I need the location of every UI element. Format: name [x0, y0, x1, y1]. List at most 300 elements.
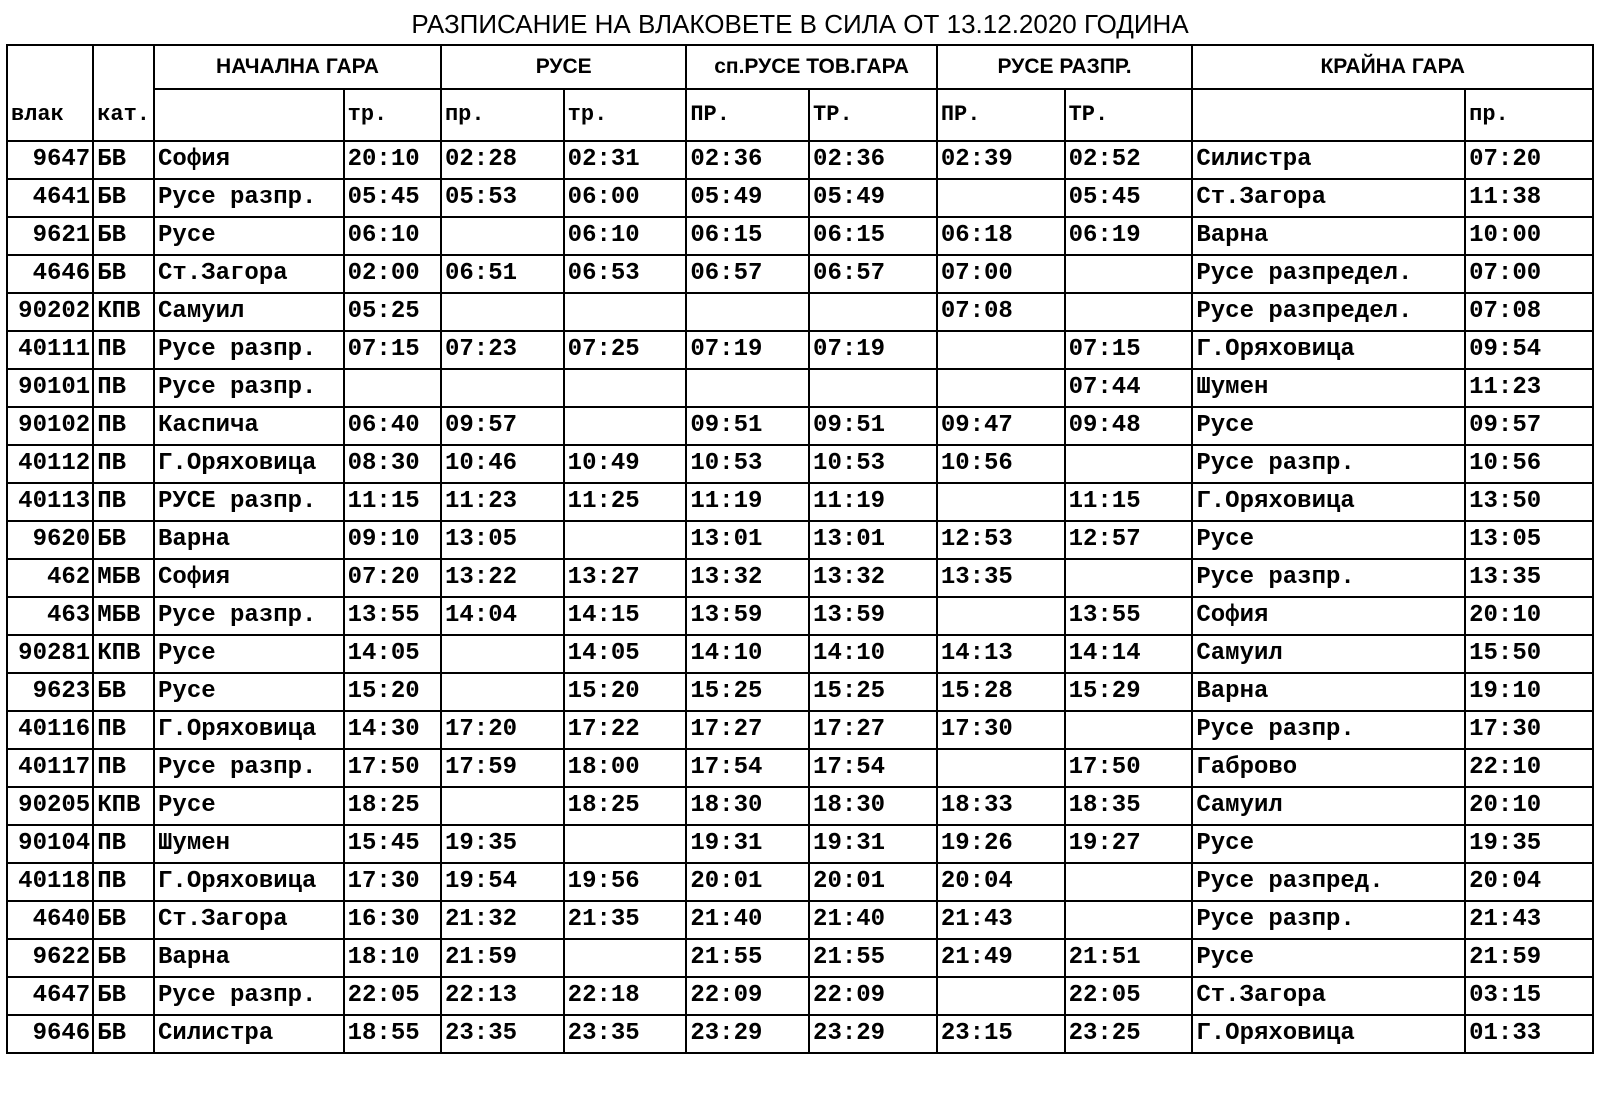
category-cell: КПВ — [93, 635, 154, 673]
ruse-arrival-cell: 13:22 — [441, 559, 564, 597]
start-station-name-header — [154, 89, 344, 141]
distrib-arrival-cell: 13:35 — [937, 559, 1065, 597]
freight-arrival-cell: 21:55 — [686, 939, 809, 977]
freight-arrival-cell: 20:01 — [686, 863, 809, 901]
category-cell: ПВ — [93, 483, 154, 521]
end-station-cell: Шумен — [1192, 369, 1465, 407]
end-arrival-cell: 11:38 — [1465, 179, 1593, 217]
end-arrival-cell: 22:10 — [1465, 749, 1593, 787]
category-cell: ПВ — [93, 407, 154, 445]
freight-arrival-cell: 22:09 — [686, 977, 809, 1015]
ruse-departure-cell: 15:20 — [564, 673, 687, 711]
start-station-cell: Русе — [154, 787, 344, 825]
ruse-arrival-cell: 23:35 — [441, 1015, 564, 1053]
distrib-arrival-cell: 09:47 — [937, 407, 1065, 445]
distribution-group: РУСЕ РАЗПР. — [937, 45, 1193, 89]
ruse-departure-cell: 23:35 — [564, 1015, 687, 1053]
freight-departure-cell: 13:32 — [809, 559, 937, 597]
ruse-arrival-cell: 17:59 — [441, 749, 564, 787]
start-departure-cell: 06:40 — [344, 407, 441, 445]
freight-departure-cell: 20:01 — [809, 863, 937, 901]
distrib-arrival-cell: 02:39 — [937, 141, 1065, 179]
ruse-arrival-cell: 19:54 — [441, 863, 564, 901]
end-station-cell: Русе разпр. — [1192, 711, 1465, 749]
start-station-cell: Шумен — [154, 825, 344, 863]
table-row — [7, 635, 1593, 673]
end-station-cell: Русе — [1192, 939, 1465, 977]
table-row — [7, 901, 1593, 939]
freight-departure-cell: 07:19 — [809, 331, 937, 369]
freight-departure-cell: 13:59 — [809, 597, 937, 635]
category-cell: ПВ — [93, 369, 154, 407]
distrib-departure-cell: 19:27 — [1065, 825, 1193, 863]
end-station-cell: Русе — [1192, 825, 1465, 863]
distrib-arrival-cell: 12:53 — [937, 521, 1065, 559]
start-station-cell: Русе разпр. — [154, 331, 344, 369]
freight-arrival-cell: 05:49 — [686, 179, 809, 217]
start-station-cell: Г.Оряховица — [154, 445, 344, 483]
category-cell: БВ — [93, 1015, 154, 1053]
ruse-departure-cell: 06:10 — [564, 217, 687, 255]
end-arrival-cell: 03:15 — [1465, 977, 1593, 1015]
freight-arrival-cell: 18:30 — [686, 787, 809, 825]
train-number-cell: 40111 — [7, 331, 93, 369]
category-cell: БВ — [93, 179, 154, 217]
distrib-arrival-cell: 17:30 — [937, 711, 1065, 749]
end-station-cell: Русе — [1192, 407, 1465, 445]
table-row — [7, 407, 1593, 445]
distrib-departure-cell: 07:44 — [1065, 369, 1193, 407]
ruse-arrival-cell — [441, 293, 564, 331]
category-cell: ПВ — [93, 863, 154, 901]
ruse-group: РУСЕ — [441, 45, 686, 89]
category-header: кат. — [93, 89, 154, 141]
distrib-departure-cell: 13:55 — [1065, 597, 1193, 635]
start-departure-cell: 22:05 — [344, 977, 441, 1015]
freight-station-group: сп.РУСЕ ТОВ.ГАРА — [686, 45, 936, 89]
distrib-departure-cell — [1065, 255, 1193, 293]
start-station-cell: Варна — [154, 939, 344, 977]
distrib-arrival-cell — [937, 331, 1065, 369]
train-number-cell: 90205 — [7, 787, 93, 825]
distrib-arrival-cell: 20:04 — [937, 863, 1065, 901]
category-cell: БВ — [93, 141, 154, 179]
category-cell: МБВ — [93, 597, 154, 635]
distrib-departure-cell — [1065, 293, 1193, 331]
ruse-departure-cell: 21:35 — [564, 901, 687, 939]
ruse-departure-cell — [564, 521, 687, 559]
ruse-departure-cell: 07:25 — [564, 331, 687, 369]
end-station-cell: Г.Оряховица — [1192, 1015, 1465, 1053]
end-arrival-cell: 20:04 — [1465, 863, 1593, 901]
ruse-departure-cell: 06:00 — [564, 179, 687, 217]
freight-departure-cell: 17:54 — [809, 749, 937, 787]
end-arrival-cell: 20:10 — [1465, 787, 1593, 825]
freight-arrival-cell: 11:19 — [686, 483, 809, 521]
end-arrival-cell: 09:54 — [1465, 331, 1593, 369]
freight-departure-cell: 23:29 — [809, 1015, 937, 1053]
distrib-departure-cell — [1065, 559, 1193, 597]
category-cell: ПВ — [93, 749, 154, 787]
start-station-cell: Варна — [154, 521, 344, 559]
end-station-cell: Русе разпр. — [1192, 445, 1465, 483]
end-station-cell: Русе — [1192, 521, 1465, 559]
ruse-arrival-cell: 09:57 — [441, 407, 564, 445]
start-departure-cell: 18:25 — [344, 787, 441, 825]
end-arrival-cell: 11:23 — [1465, 369, 1593, 407]
page-title: РАЗПИСАНИЕ НА ВЛАКОВЕТЕ В СИЛА ОТ 13.12.2020 ГОДИНА — [411, 9, 1189, 39]
distrib-departure-cell: 09:48 — [1065, 407, 1193, 445]
freight-arrival-cell: 13:59 — [686, 597, 809, 635]
distrib-departure-cell: 12:57 — [1065, 521, 1193, 559]
freight-arrival-cell: 14:10 — [686, 635, 809, 673]
ruse-departure-cell — [564, 825, 687, 863]
train-number-cell: 9620 — [7, 521, 93, 559]
table-row — [7, 179, 1593, 217]
start-station-cell: Русе разпр. — [154, 179, 344, 217]
ruse-arrival-cell — [441, 787, 564, 825]
table-row — [7, 217, 1593, 255]
table-row — [7, 331, 1593, 369]
distrib-arrival-cell — [937, 369, 1065, 407]
distrib-departure-cell: 11:15 — [1065, 483, 1193, 521]
train-number-cell: 40112 — [7, 445, 93, 483]
end-arrival-cell: 07:20 — [1465, 141, 1593, 179]
train-number-cell: 40118 — [7, 863, 93, 901]
distrib-departure-header: ТР. — [1065, 89, 1193, 141]
freight-arrival-cell: 07:19 — [686, 331, 809, 369]
ruse-departure-cell: 22:18 — [564, 977, 687, 1015]
category-cell: ПВ — [93, 331, 154, 369]
freight-departure-cell: 21:55 — [809, 939, 937, 977]
distrib-departure-cell: 22:05 — [1065, 977, 1193, 1015]
distrib-arrival-cell: 21:43 — [937, 901, 1065, 939]
start-station-group: НАЧАЛНА ГАРА — [154, 45, 441, 89]
start-station-cell: Русе разпр. — [154, 369, 344, 407]
ruse-departure-cell: 10:49 — [564, 445, 687, 483]
start-station-cell: Г.Оряховица — [154, 711, 344, 749]
freight-departure-cell: 11:19 — [809, 483, 937, 521]
end-station-cell: Г.Оряховица — [1192, 331, 1465, 369]
end-arrival-cell: 01:33 — [1465, 1015, 1593, 1053]
distrib-arrival-cell: 18:33 — [937, 787, 1065, 825]
distrib-arrival-cell: 21:49 — [937, 939, 1065, 977]
freight-departure-header: ТР. — [809, 89, 937, 141]
train-number-cell: 9622 — [7, 939, 93, 977]
freight-arrival-cell: 19:31 — [686, 825, 809, 863]
category-cell: БВ — [93, 901, 154, 939]
end-arrival-cell: 10:00 — [1465, 217, 1593, 255]
distrib-arrival-cell: 10:56 — [937, 445, 1065, 483]
table-row — [7, 1015, 1593, 1053]
distrib-departure-cell — [1065, 901, 1193, 939]
distrib-arrival-cell: 07:08 — [937, 293, 1065, 331]
timetable — [6, 44, 1594, 1054]
distrib-departure-cell: 07:15 — [1065, 331, 1193, 369]
distrib-departure-cell: 23:25 — [1065, 1015, 1193, 1053]
category-cell: БВ — [93, 977, 154, 1015]
table-row — [7, 711, 1593, 749]
category-cell: ПВ — [93, 711, 154, 749]
table-row — [7, 483, 1593, 521]
start-station-cell: Русе разпр. — [154, 977, 344, 1015]
train-number-cell: 40117 — [7, 749, 93, 787]
distrib-departure-cell: 15:29 — [1065, 673, 1193, 711]
start-station-cell: София — [154, 141, 344, 179]
end-arrival-header: пр. — [1465, 89, 1593, 141]
freight-arrival-cell: 02:36 — [686, 141, 809, 179]
train-number-cell: 463 — [7, 597, 93, 635]
ruse-arrival-cell — [441, 635, 564, 673]
train-number-cell: 462 — [7, 559, 93, 597]
ruse-arrival-cell: 11:23 — [441, 483, 564, 521]
table-row — [7, 597, 1593, 635]
end-arrival-cell: 19:35 — [1465, 825, 1593, 863]
ruse-departure-cell — [564, 407, 687, 445]
start-station-cell: Русе — [154, 217, 344, 255]
start-departure-cell: 18:10 — [344, 939, 441, 977]
freight-departure-cell: 19:31 — [809, 825, 937, 863]
start-station-cell: Русе разпр. — [154, 749, 344, 787]
distrib-arrival-cell: 23:15 — [937, 1015, 1065, 1053]
end-arrival-cell: 20:10 — [1465, 597, 1593, 635]
end-station-name-header — [1192, 89, 1465, 141]
table-row — [7, 445, 1593, 483]
start-station-cell: София — [154, 559, 344, 597]
distrib-departure-cell: 18:35 — [1065, 787, 1193, 825]
end-station-cell: Русе разпредел. — [1192, 255, 1465, 293]
start-station-cell: Г.Оряховица — [154, 863, 344, 901]
train-number-cell: 9623 — [7, 673, 93, 711]
ruse-arrival-cell — [441, 217, 564, 255]
distrib-arrival-header: ПР. — [937, 89, 1065, 141]
category-cell: БВ — [93, 673, 154, 711]
table-row — [7, 825, 1593, 863]
end-arrival-cell: 13:05 — [1465, 521, 1593, 559]
category-cell: МБВ — [93, 559, 154, 597]
start-departure-header: тр. — [344, 89, 441, 141]
end-arrival-cell: 07:00 — [1465, 255, 1593, 293]
end-arrival-cell: 09:57 — [1465, 407, 1593, 445]
distrib-arrival-cell: 06:18 — [937, 217, 1065, 255]
category-header-top — [93, 45, 154, 89]
train-number-cell: 4640 — [7, 901, 93, 939]
train-number-cell: 4646 — [7, 255, 93, 293]
ruse-departure-cell: 17:22 — [564, 711, 687, 749]
end-station-cell: Самуил — [1192, 635, 1465, 673]
ruse-departure-header: тр. — [564, 89, 687, 141]
table-row — [7, 141, 1593, 179]
freight-departure-cell: 21:40 — [809, 901, 937, 939]
distrib-departure-cell: 21:51 — [1065, 939, 1193, 977]
table-row — [7, 939, 1593, 977]
end-arrival-cell: 17:30 — [1465, 711, 1593, 749]
end-arrival-cell: 19:10 — [1465, 673, 1593, 711]
freight-arrival-cell: 21:40 — [686, 901, 809, 939]
freight-arrival-cell: 15:25 — [686, 673, 809, 711]
freight-arrival-cell: 17:54 — [686, 749, 809, 787]
distrib-arrival-cell: 19:26 — [937, 825, 1065, 863]
group-header-row — [7, 45, 1593, 89]
category-cell: ПВ — [93, 445, 154, 483]
train-number-cell: 40113 — [7, 483, 93, 521]
end-arrival-cell: 13:50 — [1465, 483, 1593, 521]
table-row — [7, 749, 1593, 787]
start-departure-cell: 18:55 — [344, 1015, 441, 1053]
start-departure-cell: 09:10 — [344, 521, 441, 559]
distrib-departure-cell: 17:50 — [1065, 749, 1193, 787]
ruse-departure-cell: 14:15 — [564, 597, 687, 635]
freight-arrival-cell: 17:27 — [686, 711, 809, 749]
start-station-cell: Ст.Загора — [154, 901, 344, 939]
end-station-cell: Русе разпр. — [1192, 901, 1465, 939]
end-station-cell: Силистра — [1192, 141, 1465, 179]
end-arrival-cell: 21:59 — [1465, 939, 1593, 977]
ruse-departure-cell — [564, 293, 687, 331]
start-station-cell: Самуил — [154, 293, 344, 331]
freight-departure-cell — [809, 369, 937, 407]
category-cell: ПВ — [93, 825, 154, 863]
distrib-departure-cell — [1065, 445, 1193, 483]
start-station-cell: Русе разпр. — [154, 597, 344, 635]
ruse-arrival-header: пр. — [441, 89, 564, 141]
freight-arrival-cell: 06:15 — [686, 217, 809, 255]
start-departure-cell: 15:20 — [344, 673, 441, 711]
distrib-arrival-cell: 15:28 — [937, 673, 1065, 711]
freight-departure-cell: 17:27 — [809, 711, 937, 749]
ruse-arrival-cell: 21:32 — [441, 901, 564, 939]
table-row — [7, 521, 1593, 559]
freight-departure-cell: 14:10 — [809, 635, 937, 673]
ruse-arrival-cell: 05:53 — [441, 179, 564, 217]
ruse-departure-cell: 19:56 — [564, 863, 687, 901]
distrib-arrival-cell — [937, 749, 1065, 787]
start-station-cell: Силистра — [154, 1015, 344, 1053]
start-departure-cell: 02:00 — [344, 255, 441, 293]
start-station-cell: РУСЕ разпр. — [154, 483, 344, 521]
start-departure-cell: 05:25 — [344, 293, 441, 331]
train-number-cell: 90104 — [7, 825, 93, 863]
freight-departure-cell: 18:30 — [809, 787, 937, 825]
category-cell: БВ — [93, 521, 154, 559]
table-row — [7, 977, 1593, 1015]
ruse-departure-cell: 13:27 — [564, 559, 687, 597]
distrib-departure-cell: 05:45 — [1065, 179, 1193, 217]
start-departure-cell: 16:30 — [344, 901, 441, 939]
freight-departure-cell: 13:01 — [809, 521, 937, 559]
subheader-row — [7, 89, 1593, 141]
train-number-cell: 90102 — [7, 407, 93, 445]
ruse-departure-cell: 06:53 — [564, 255, 687, 293]
ruse-arrival-cell: 13:05 — [441, 521, 564, 559]
freight-departure-cell: 02:36 — [809, 141, 937, 179]
end-station-cell: София — [1192, 597, 1465, 635]
table-row — [7, 863, 1593, 901]
ruse-arrival-cell — [441, 369, 564, 407]
end-station-cell: Варна — [1192, 673, 1465, 711]
ruse-arrival-cell: 02:28 — [441, 141, 564, 179]
table-row — [7, 673, 1593, 711]
start-station-cell: Ст.Загора — [154, 255, 344, 293]
table-row — [7, 369, 1593, 407]
distrib-arrival-cell: 07:00 — [937, 255, 1065, 293]
train-number-cell: 9646 — [7, 1015, 93, 1053]
distrib-departure-cell — [1065, 711, 1193, 749]
train-number-cell: 4641 — [7, 179, 93, 217]
start-departure-cell: 11:15 — [344, 483, 441, 521]
distrib-departure-cell: 02:52 — [1065, 141, 1193, 179]
ruse-departure-cell — [564, 369, 687, 407]
ruse-arrival-cell: 19:35 — [441, 825, 564, 863]
ruse-arrival-cell: 14:04 — [441, 597, 564, 635]
end-station-cell: Г.Оряховица — [1192, 483, 1465, 521]
train-number-cell: 4647 — [7, 977, 93, 1015]
ruse-arrival-cell: 06:51 — [441, 255, 564, 293]
start-departure-cell: 05:45 — [344, 179, 441, 217]
train-number-cell: 90202 — [7, 293, 93, 331]
start-station-cell: Русе — [154, 673, 344, 711]
end-station-cell: Русе разпредел. — [1192, 293, 1465, 331]
freight-departure-cell: 06:57 — [809, 255, 937, 293]
ruse-departure-cell — [564, 939, 687, 977]
distrib-departure-cell: 06:19 — [1065, 217, 1193, 255]
start-departure-cell: 07:20 — [344, 559, 441, 597]
distrib-departure-cell — [1065, 863, 1193, 901]
ruse-arrival-cell: 22:13 — [441, 977, 564, 1015]
freight-departure-cell: 10:53 — [809, 445, 937, 483]
freight-departure-cell: 06:15 — [809, 217, 937, 255]
ruse-departure-cell: 14:05 — [564, 635, 687, 673]
train-number-cell: 40116 — [7, 711, 93, 749]
end-station-cell: Русе разпред. — [1192, 863, 1465, 901]
freight-arrival-cell — [686, 369, 809, 407]
table-row — [7, 787, 1593, 825]
end-station-cell: Варна — [1192, 217, 1465, 255]
end-arrival-cell: 15:50 — [1465, 635, 1593, 673]
start-departure-cell: 20:10 — [344, 141, 441, 179]
start-departure-cell: 17:30 — [344, 863, 441, 901]
freight-arrival-cell: 13:01 — [686, 521, 809, 559]
freight-departure-cell: 09:51 — [809, 407, 937, 445]
ruse-departure-cell: 18:00 — [564, 749, 687, 787]
distrib-arrival-cell — [937, 597, 1065, 635]
train-number-cell: 90101 — [7, 369, 93, 407]
freight-departure-cell: 05:49 — [809, 179, 937, 217]
distrib-arrival-cell — [937, 483, 1065, 521]
freight-arrival-cell: 06:57 — [686, 255, 809, 293]
distrib-arrival-cell: 14:13 — [937, 635, 1065, 673]
ruse-arrival-cell: 07:23 — [441, 331, 564, 369]
freight-arrival-cell: 23:29 — [686, 1015, 809, 1053]
train-number-cell: 9647 — [7, 141, 93, 179]
end-station-cell: Габрово — [1192, 749, 1465, 787]
freight-arrival-cell: 09:51 — [686, 407, 809, 445]
start-departure-cell — [344, 369, 441, 407]
freight-arrival-cell — [686, 293, 809, 331]
distrib-arrival-cell — [937, 977, 1065, 1015]
category-cell: БВ — [93, 217, 154, 255]
ruse-departure-cell: 02:31 — [564, 141, 687, 179]
train-number-cell: 9621 — [7, 217, 93, 255]
end-arrival-cell: 07:08 — [1465, 293, 1593, 331]
ruse-arrival-cell: 17:20 — [441, 711, 564, 749]
freight-departure-cell: 22:09 — [809, 977, 937, 1015]
ruse-arrival-cell: 10:46 — [441, 445, 564, 483]
category-cell: КПВ — [93, 787, 154, 825]
start-departure-cell: 14:30 — [344, 711, 441, 749]
end-station-group: КРАЙНА ГАРА — [1192, 45, 1593, 89]
timetable-body — [7, 141, 1593, 1053]
